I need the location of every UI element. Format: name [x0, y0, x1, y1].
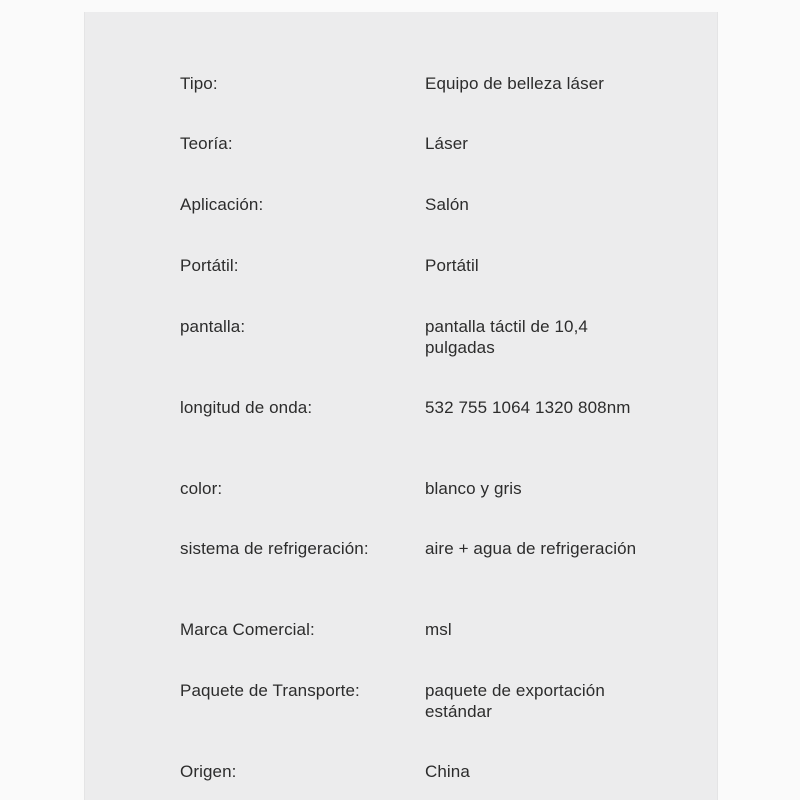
- spec-label: Aplicación:: [180, 195, 264, 214]
- spec-value: pantalla táctil de 10,4 pulgadas: [425, 317, 588, 357]
- spec-value: aire + agua de refrigeración: [425, 539, 637, 558]
- spec-value: Portátil: [425, 256, 479, 275]
- spec-value: China: [425, 762, 470, 781]
- spec-label: longitud de onda:: [180, 398, 313, 417]
- spec-value: Salón: [425, 195, 469, 214]
- spec-label: Teoría:: [180, 134, 233, 153]
- spec-label: Marca Comercial:: [180, 620, 315, 639]
- spec-label: color:: [180, 479, 223, 498]
- spec-value: paquete de exportación estándar: [425, 681, 605, 721]
- spec-label: Origen:: [180, 762, 237, 781]
- spec-label: sistema de refrigeración:: [180, 539, 369, 558]
- spec-label: Paquete de Transporte:: [180, 681, 360, 700]
- spec-value: blanco y gris: [425, 479, 522, 498]
- spec-label: pantalla:: [180, 317, 246, 336]
- spec-value: Láser: [425, 134, 469, 153]
- spec-value: 532 755 1064 1320 808nm: [425, 398, 631, 417]
- spec-label: Portátil:: [180, 256, 239, 275]
- spec-value: msl: [425, 620, 452, 639]
- spec-label: Tipo:: [180, 74, 218, 93]
- spec-table: [84, 12, 718, 800]
- spec-value: Equipo de belleza láser: [425, 74, 605, 93]
